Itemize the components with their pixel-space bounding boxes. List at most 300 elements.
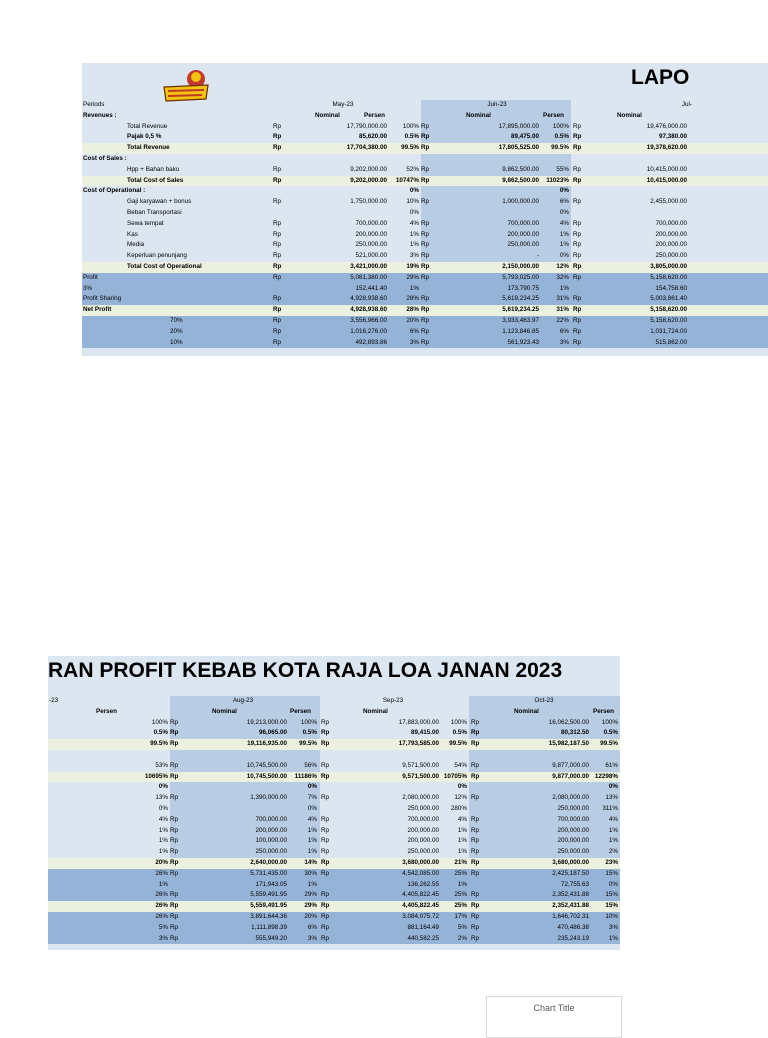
month-jul: Jul- [681, 101, 692, 108]
jun-persen: 100% [552, 122, 569, 130]
jun-persen: 1% [559, 284, 569, 292]
may-persen: 0.5% [404, 133, 419, 141]
currency-label: Rp [321, 891, 330, 899]
sep-nominal: 17,793,585.00 [398, 740, 439, 748]
oct-nominal: 2,080,000.00 [552, 794, 589, 802]
currency-label: Rp [321, 923, 330, 931]
may-persen: 19% [406, 262, 419, 270]
jun-persen: 12% [556, 262, 569, 270]
may-nominal: 250,000.00 [355, 241, 387, 249]
jun-persen: 0% [559, 208, 569, 216]
currency-label: Rp [321, 815, 330, 823]
jun-nominal: 17,895,000.00 [498, 122, 539, 130]
currency-label: Rp [471, 794, 480, 802]
jun-nominal: - [536, 252, 539, 260]
sep-persen: 25% [454, 891, 467, 899]
currency-label: Rp [170, 772, 179, 780]
may-nominal: 9,202,000.00 [350, 165, 387, 173]
currency-label: Rp [471, 729, 480, 737]
table-row [82, 186, 768, 197]
currency-label: Rp [273, 133, 282, 141]
aug-persen: 29% [304, 891, 317, 899]
currency-label: Rp [471, 902, 480, 910]
aug-nominal: 19,213,000.00 [246, 718, 287, 726]
jul-nominal: 700,000.00 [655, 219, 687, 227]
currency-label: Rp [170, 912, 179, 920]
nominal-label: Nominal [617, 111, 642, 119]
currency-label: Rp [170, 815, 179, 823]
jun-nominal: 89,475.00 [510, 133, 539, 141]
aug-persen: 1% [307, 848, 317, 856]
may-persen: 10% [406, 198, 419, 206]
row-label: Cost of Sales : [83, 154, 127, 162]
sep-nominal: 136,262.55 [407, 880, 439, 888]
currency-label: Rp [321, 934, 330, 942]
oct-nominal: 15,982,187.50 [548, 740, 589, 748]
persen-label: Persen [543, 111, 565, 119]
jun-nominal: 561,923.43 [507, 338, 539, 346]
table-row [48, 826, 620, 837]
currency-label: Rp [321, 740, 330, 748]
jun-nominal: 3,933,463.97 [502, 316, 539, 324]
currency-label: Rp [273, 327, 282, 335]
table-row [48, 750, 620, 761]
jul-nominal: 200,000.00 [655, 230, 687, 238]
oct-persen: 10% [605, 912, 618, 920]
aug-persen: 4% [307, 815, 317, 823]
currency-label: Rp [273, 198, 282, 206]
jun-nominal: 5,793,025.00 [502, 273, 539, 281]
aug-nominal: 5,559,491.95 [250, 891, 287, 899]
jul-persen: 20% [155, 858, 168, 866]
aug-persen: 0% [307, 783, 317, 791]
currency-label: Rp [421, 252, 430, 260]
row-label: Keperluan penunjang [127, 252, 187, 260]
currency-label: Rp [273, 122, 282, 130]
currency-label: Rp [471, 891, 480, 899]
currency-label: Rp [273, 241, 282, 249]
may-persen: 3% [409, 338, 419, 346]
jul-persen: 1% [158, 826, 168, 834]
table-row [48, 934, 620, 945]
currency-label: Rp [573, 144, 582, 152]
may-persen: 4% [409, 219, 419, 227]
may-nominal: 17,790,000.00 [346, 122, 387, 130]
currency-label: Rp [421, 219, 430, 227]
table-row [82, 284, 768, 295]
currency-label: Rp [421, 241, 430, 249]
jul-persen: 26% [155, 912, 168, 920]
nominal-label: Nominal [212, 707, 237, 715]
sep-persen: 1% [457, 837, 467, 845]
table-row [82, 240, 768, 251]
currency-label: Rp [170, 869, 179, 877]
aug-persen: 3% [307, 934, 317, 942]
currency-label: Rp [573, 133, 582, 141]
row-label: Kas [127, 230, 138, 238]
aug-nominal: 10,745,500.00 [246, 761, 287, 769]
currency-label: Rp [573, 122, 582, 130]
table-row [82, 251, 768, 262]
aug-persen: 14% [304, 858, 317, 866]
oct-nominal: 2,352,431.88 [552, 902, 589, 910]
currency-label: Rp [321, 912, 330, 920]
month-may: May-23 [332, 101, 354, 108]
currency-label: Rp [573, 176, 582, 184]
currency-label: Rp [273, 262, 282, 270]
may-nominal: 85,620.00 [358, 133, 387, 141]
sheet-page-2 [48, 656, 620, 950]
oct-nominal: 200,000.00 [557, 826, 589, 834]
oct-nominal: 2,425,187.50 [552, 869, 589, 877]
oct-nominal: 250,000.00 [557, 804, 589, 812]
currency-label: Rp [421, 133, 430, 141]
oct-persen: 1% [608, 837, 618, 845]
currency-label: Rp [421, 295, 430, 303]
aug-persen: 29% [304, 902, 317, 910]
may-persen: 0% [409, 187, 419, 195]
jul-nominal: 5,158,620.00 [650, 273, 687, 281]
row-label: 70% [170, 316, 183, 324]
row-label: Net Profit [83, 306, 112, 314]
jul-nominal: 1,031,724.00 [650, 327, 687, 335]
sep-nominal: 250,000.00 [407, 804, 439, 812]
sep-persen: 1% [457, 848, 467, 856]
oct-persen: 23% [605, 858, 618, 866]
jul-persen: 1% [158, 848, 168, 856]
currency-label: Rp [273, 295, 282, 303]
oct-nominal: 16,062,500.00 [548, 718, 589, 726]
currency-label: Rp [471, 858, 480, 866]
currency-label: Rp [321, 848, 330, 856]
oct-persen: 15% [605, 869, 618, 877]
aug-persen: 0.5% [302, 729, 317, 737]
sep-nominal: 9,571,500.00 [402, 772, 439, 780]
table-row [82, 165, 768, 176]
row-label: 20% [170, 327, 183, 335]
oct-persen: 4% [608, 815, 618, 823]
currency-label: Rp [471, 912, 480, 920]
jun-nominal: 17,805,525.00 [498, 144, 539, 152]
month-jul-tail: -23 [49, 697, 59, 704]
table-row [48, 793, 620, 804]
table-row [48, 923, 620, 934]
row-label: Profit Sharing [83, 295, 122, 303]
jun-persen: 1% [559, 241, 569, 249]
jul-persen: 1% [158, 837, 168, 845]
month-sep: Sep-23 [382, 697, 404, 704]
table-row [82, 208, 768, 219]
currency-label: Rp [321, 858, 330, 866]
may-nominal: 152,441.40 [355, 284, 387, 292]
jul-persen: 3% [158, 934, 168, 942]
currency-label: Rp [273, 306, 282, 314]
nominal-label: Nominal [363, 707, 388, 715]
aug-nominal: 700,000.00 [255, 815, 287, 823]
revenues-label: Revenues : [83, 111, 117, 119]
aug-persen: 1% [307, 826, 317, 834]
currency-label: Rp [573, 241, 582, 249]
currency-label: Rp [573, 230, 582, 238]
currency-label: Rp [170, 740, 179, 748]
currency-label: Rp [471, 718, 480, 726]
aug-nominal: 555,949.20 [255, 934, 287, 942]
jul-persen: 100% [151, 718, 168, 726]
may-nominal: 4,928,938.60 [350, 306, 387, 314]
currency-label: Rp [321, 902, 330, 910]
jul-nominal: 10,415,000.00 [646, 165, 687, 173]
jun-nominal: 1,123,846.85 [502, 327, 539, 335]
persen-label: Persen [96, 707, 118, 715]
currency-label: Rp [573, 262, 582, 270]
jun-nominal: 9,862,500.00 [502, 176, 539, 184]
jun-persen: 0.5% [554, 133, 569, 141]
may-persen: 1% [409, 230, 419, 238]
currency-label: Rp [170, 837, 179, 845]
currency-label: Rp [471, 826, 480, 834]
sep-nominal: 17,883,000.00 [398, 718, 439, 726]
currency-label: Rp [321, 837, 330, 845]
table-row [82, 197, 768, 208]
table-row [48, 890, 620, 901]
table-row [48, 804, 620, 815]
aug-nominal: 5,559,491.95 [250, 902, 287, 910]
currency-label: Rp [471, 934, 480, 942]
persen-label: Persen [290, 707, 312, 715]
report-table-2 [48, 696, 620, 944]
currency-label: Rp [170, 902, 179, 910]
jul-nominal: 515,862.00 [655, 338, 687, 346]
jul-nominal: 154,758.60 [655, 284, 687, 292]
currency-label: Rp [273, 219, 282, 227]
aug-nominal: 96,065.00 [258, 729, 287, 737]
currency-label: Rp [421, 122, 430, 130]
oct-persen: 0% [608, 783, 618, 791]
currency-label: Rp [170, 858, 179, 866]
jul-nominal: 97,380.00 [658, 133, 687, 141]
oct-persen: 15% [605, 902, 618, 910]
may-nominal: 4,928,938.60 [350, 295, 387, 303]
sep-nominal: 440,582.25 [407, 934, 439, 942]
oct-nominal: 9,877,000.00 [552, 772, 589, 780]
sep-persen: 17% [454, 912, 467, 920]
oct-nominal: 1,646,702.31 [552, 912, 589, 920]
sep-nominal: 4,405,822.45 [402, 902, 439, 910]
sep-persen: 99.5% [449, 740, 467, 748]
table-row [82, 230, 768, 241]
table-row [48, 901, 620, 912]
table-row [82, 316, 768, 327]
currency-label: Rp [273, 252, 282, 260]
jul-persen: 26% [155, 902, 168, 910]
aug-nominal: 1,111,898.39 [251, 923, 287, 931]
row-label: Total Cost of Operational [127, 262, 202, 270]
aug-nominal: 200,000.00 [255, 826, 287, 834]
currency-label: Rp [471, 815, 480, 823]
oct-nominal: 80,312.50 [560, 729, 589, 737]
chart-box[interactable] [486, 996, 622, 1038]
sep-persen: 1% [457, 826, 467, 834]
row-label: 10% [170, 338, 183, 346]
oct-nominal: 235,243.19 [557, 934, 589, 942]
oct-persen: 1% [608, 826, 618, 834]
may-persen: 28% [406, 295, 419, 303]
currency-label: Rp [421, 338, 430, 346]
currency-label: Rp [573, 295, 582, 303]
table-row [82, 294, 768, 305]
sep-nominal: 4,405,822.45 [402, 891, 439, 899]
sep-nominal: 200,000.00 [407, 826, 439, 834]
aug-persen: 0% [307, 804, 317, 812]
aug-persen: 11186% [294, 772, 317, 780]
oct-persen: 99.5% [600, 740, 618, 748]
jun-persen: 4% [559, 219, 569, 227]
sep-persen: 1% [457, 880, 467, 888]
may-persen: 28% [406, 306, 419, 314]
table-row [48, 815, 620, 826]
table-row [48, 739, 620, 750]
jun-persen: 0% [559, 252, 569, 260]
oct-persen: 13% [605, 794, 618, 802]
currency-label: Rp [170, 718, 179, 726]
jul-nominal: 3,805,000.00 [650, 262, 687, 270]
kebab-kota-raja-logo [158, 65, 214, 105]
oct-persen: 61% [605, 761, 618, 769]
row-label: Media [127, 241, 145, 249]
table-row [82, 154, 768, 165]
sep-nominal: 9,571,500.00 [402, 761, 439, 769]
aug-nominal: 3,891,644.36 [250, 912, 287, 920]
report-heading-continued: RAN PROFIT KEBAB KOTA RAJA LOA JANAN 2023 [48, 659, 563, 682]
may-nominal: 5,081,380.00 [350, 273, 387, 281]
oct-persen: 12298% [594, 772, 618, 780]
jul-nominal: 10,415,000.00 [646, 176, 687, 184]
chart-title: Chart Title [533, 1003, 575, 1013]
aug-nominal: 1,390,000.00 [250, 794, 287, 802]
jul-nominal: 5,158,620.00 [650, 316, 687, 324]
oct-persen: 1% [608, 934, 618, 942]
aug-persen: 7% [307, 794, 317, 802]
report-heading: LAPO [631, 66, 690, 89]
sep-persen: 12% [454, 794, 467, 802]
may-persen: 0% [409, 208, 419, 216]
currency-label: Rp [471, 848, 480, 856]
jun-nominal: 200,000.00 [507, 230, 539, 238]
may-nominal: 1,016,276.00 [350, 327, 387, 335]
jun-persen: 1% [559, 230, 569, 238]
sep-nominal: 700,000.00 [407, 815, 439, 823]
jul-persen: 1% [158, 880, 168, 888]
currency-label: Rp [573, 252, 582, 260]
oct-nominal: 470,486.38 [557, 923, 589, 931]
currency-label: Rp [421, 306, 430, 314]
currency-label: Rp [321, 869, 330, 877]
labels-row [48, 707, 620, 718]
jun-persen: 11023% [546, 176, 569, 184]
jul-persen: 4% [158, 815, 168, 823]
sep-persen: 25% [454, 902, 467, 910]
currency-label: Rp [471, 772, 480, 780]
aug-persen: 1% [307, 837, 317, 845]
aug-persen: 100% [300, 718, 317, 726]
oct-persen: 100% [601, 718, 618, 726]
periods-row [82, 100, 768, 111]
may-nominal: 521,000.00 [355, 252, 387, 260]
may-nominal: 1,750,000.00 [350, 198, 387, 206]
currency-label: Rp [421, 262, 430, 270]
jun-persen: 3% [559, 338, 569, 346]
oct-nominal: 9,877,000.00 [552, 761, 589, 769]
jul-persen: 0.5% [153, 729, 168, 737]
may-nominal: 17,704,380.00 [346, 144, 387, 152]
jul-persen: 10695% [144, 772, 168, 780]
currency-label: Rp [170, 826, 179, 834]
table-row [82, 305, 768, 316]
sep-persen: 54% [454, 761, 467, 769]
persen-label: Persen [593, 707, 615, 715]
currency-label: Rp [573, 327, 582, 335]
currency-label: Rp [471, 869, 480, 877]
oct-nominal: 250,000.00 [557, 848, 589, 856]
currency-label: Rp [170, 794, 179, 802]
may-persen: 1% [409, 241, 419, 249]
currency-label: Rp [421, 273, 430, 281]
aug-persen: 20% [304, 912, 317, 920]
sep-persen: 21% [454, 858, 467, 866]
table-row [48, 761, 620, 772]
may-persen: 1% [409, 284, 419, 292]
month-aug: Aug-23 [232, 697, 254, 704]
oct-persen: 3% [608, 923, 618, 931]
jun-nominal: 250,000.00 [507, 241, 539, 249]
aug-persen: 1% [307, 880, 317, 888]
row-label: Hpp + Bahan baku [127, 165, 180, 173]
jun-persen: 32% [556, 273, 569, 281]
sep-nominal: 4,542,085.00 [402, 869, 439, 877]
may-persen: 20% [406, 316, 419, 324]
table-row [82, 273, 768, 284]
month-jun: Jun-23 [487, 101, 507, 108]
table-row [82, 176, 768, 187]
may-persen: 52% [406, 165, 419, 173]
sep-persen: 5% [457, 923, 467, 931]
sep-nominal: 2,080,000.00 [402, 794, 439, 802]
oct-persen: 0.5% [603, 729, 618, 737]
aug-persen: 56% [304, 761, 317, 769]
may-nominal: 492,893.86 [355, 338, 387, 346]
jul-nominal: 5,158,620.00 [650, 306, 687, 314]
jul-persen: 0% [158, 804, 168, 812]
oct-nominal: 200,000.00 [557, 837, 589, 845]
oct-persen: 2% [608, 848, 618, 856]
currency-label: Rp [573, 219, 582, 227]
aug-nominal: 10,745,500.00 [246, 772, 287, 780]
jun-nominal: 5,619,234.25 [502, 295, 539, 303]
may-nominal: 3,556,966.00 [350, 316, 387, 324]
nominal-label: Nominal [514, 707, 539, 715]
currency-label: Rp [170, 729, 179, 737]
aug-nominal: 171,943.05 [255, 880, 287, 888]
table-row [48, 869, 620, 880]
oct-persen: 0% [608, 880, 618, 888]
table-row [48, 836, 620, 847]
currency-label: Rp [321, 729, 330, 737]
jul-persen: 26% [155, 891, 168, 899]
table-row [48, 912, 620, 923]
sep-nominal: 881,164.49 [407, 923, 439, 931]
may-nominal: 700,000.00 [355, 219, 387, 227]
currency-label: Rp [573, 338, 582, 346]
